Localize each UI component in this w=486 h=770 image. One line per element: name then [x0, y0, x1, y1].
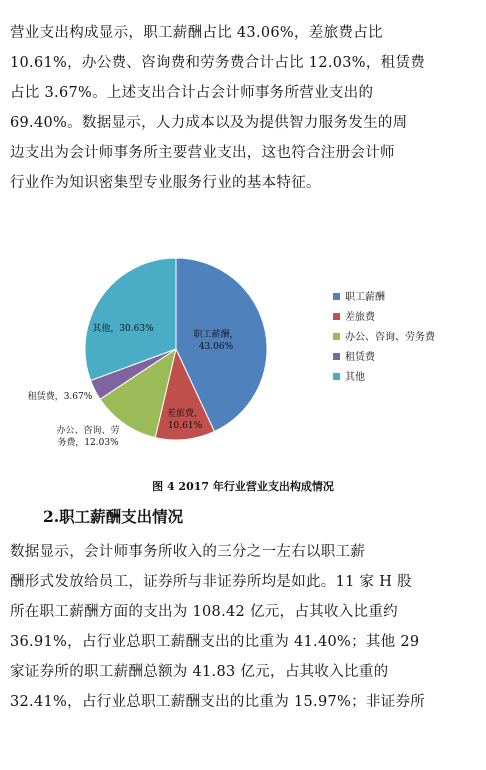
slice-label: 办公、咨询、劳务费，12.03%: [56, 426, 120, 448]
body-paragraph: [10, 537, 476, 717]
legend-label: 办公、咨询、劳务费: [345, 332, 435, 343]
text-line: 行业作为知识密集型专业服务行业的基本特征。: [10, 175, 321, 191]
text-line: 所在职工薪酬方面的支出为 108.42 亿元，占其收入比重约: [10, 604, 398, 620]
legend-label: 租赁费: [345, 352, 375, 363]
legend-swatch: [333, 313, 340, 320]
text-line: 10.61%，办公费、咨询费和劳务费合计占比 12.03%，租赁费: [10, 55, 426, 71]
text-line: 营业支出构成显示，职工薪酬占比 43.06%，差旅费占比: [10, 25, 383, 41]
legend-swatch: [333, 373, 340, 380]
text-line: 36.91%，占行业总职工薪酬支出的比重为 41.40%；其他 29: [10, 634, 420, 650]
slice-label: 差旅费， 10.61%: [166, 409, 204, 431]
slice-label: 职工薪酬， 43.06%: [193, 330, 239, 352]
legend-swatch: [333, 333, 340, 340]
slice-label: 租赁费，3.67%: [27, 392, 93, 402]
legend-swatch: [333, 293, 340, 300]
text-line: 边支出为会计师事务所主要营业支出，这也符合注册会计师: [10, 145, 395, 161]
text-line: 69.40%。数据显示，人力成本以及为提供智力服务发生的周: [10, 115, 408, 131]
text-line: 32.41%，占行业总职工薪酬支出的比重为 15.97%；非证券所: [10, 694, 426, 710]
expense-pie-chart: [0, 240, 486, 490]
slice-label: 其他，30.63%: [92, 324, 154, 334]
legend-label: 职工薪酬: [345, 292, 385, 303]
legend-label: 差旅费: [345, 312, 375, 323]
text-line: 占比 3.67%。上述支出合计占会计师事务所营业支出的: [10, 85, 374, 101]
intro-paragraph: [10, 18, 476, 198]
section-heading: 2.职工薪酬支出情况: [43, 507, 184, 526]
text-line: 数据显示，会计师事务所收入的三分之一左右以职工薪: [10, 544, 366, 560]
text-line: 酬形式发放给员工，证券所与非证券所均是如此。11 家 H 股: [10, 574, 412, 590]
legend-swatch: [333, 353, 340, 360]
figure-caption: 图 4 2017 年行业营业支出构成情况: [152, 480, 334, 493]
legend-label: 其他: [345, 372, 365, 383]
text-line: 家证券所的职工薪酬总额为 41.83 亿元，占其收入比重的: [10, 664, 389, 680]
